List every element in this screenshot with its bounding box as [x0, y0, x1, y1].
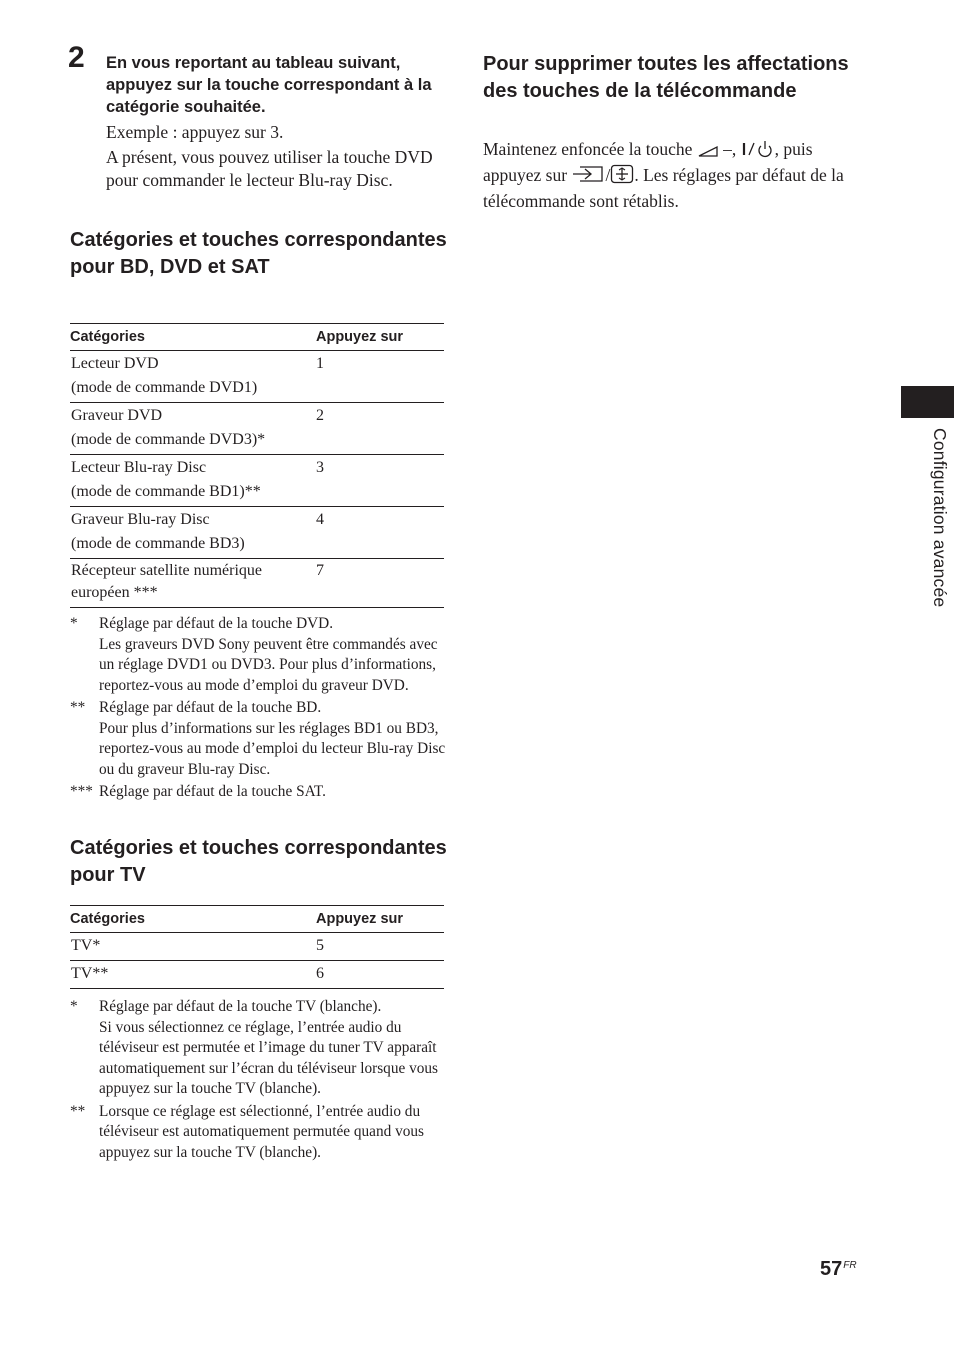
- key-number: 6: [316, 961, 444, 989]
- footnote-mark: *: [70, 615, 78, 632]
- footnote-text: Réglage par défaut de la touche BD.: [99, 699, 322, 716]
- column-header-press: Appuyez sur: [316, 324, 444, 351]
- footnote-mark: *: [70, 998, 78, 1015]
- footnote-detail: Si vous sélectionnez ce réglage, l’entrée audio du téléviseur est permutée et l’image du tuner TV apparaît automatiquement sur l’écran du téléviseur lorsque vous appuyez sur la touche TV (blanche).: [99, 1018, 438, 1097]
- reset-text: /: [605, 165, 611, 185]
- page-number-value: 57: [820, 1258, 843, 1280]
- footnote-mark: ***: [70, 783, 93, 800]
- key-number: 5: [316, 933, 444, 961]
- volume-icon: [697, 141, 719, 164]
- table-row: [70, 507, 444, 559]
- table-bd-dvd-sat: [70, 323, 444, 608]
- reset-text: Maintenez enfoncée la touche: [483, 139, 693, 159]
- category-mode: européen ***: [71, 584, 158, 601]
- teletext-icon: [610, 164, 634, 190]
- table-row: [70, 559, 444, 608]
- footnote: [70, 1102, 446, 1164]
- category-name: Récepteur satellite numérique: [71, 562, 263, 579]
- power-icon: [741, 140, 775, 164]
- table-row: [70, 351, 444, 403]
- footnote-text: Lorsque ce réglage est sélectionné, l’entrée audio du téléviseur est automatiquement permutée quand vous appuyez sur la touche TV (blanche).: [99, 1102, 424, 1161]
- category-mode: (mode de commande BD3): [71, 535, 245, 552]
- footnote: [70, 614, 446, 696]
- category-mode: (mode de commande BD1)**: [71, 483, 261, 500]
- input-icon: [571, 164, 605, 190]
- table-row: [70, 933, 444, 961]
- footnotes-tv: [70, 997, 446, 1165]
- category-name: Graveur Blu-ray Disc: [71, 511, 210, 528]
- key-number: 2: [316, 403, 444, 455]
- page-language-suffix: FR: [843, 1260, 857, 1271]
- footnote: [70, 782, 446, 803]
- key-number: 4: [316, 507, 444, 559]
- page-number: [820, 1258, 857, 1281]
- table-row: [70, 961, 444, 989]
- footnote-detail: Pour plus d’informations sur les réglages BD1 ou BD3, reportez-vous au mode d’emploi du lecteur Blu-ray Disc ou du graveur Blu-ray Disc.: [99, 719, 446, 778]
- footnote-text: Réglage par défaut de la touche SAT.: [99, 783, 326, 800]
- step-example: Exemple : appuyez sur 3.: [106, 122, 284, 142]
- category-mode: (mode de commande DVD3)*: [71, 431, 266, 448]
- step-instruction: En vous reportant au tableau suivant, appuyez sur la touche correspondant à la catégorie souhaitée.: [106, 54, 432, 116]
- step-number: 2: [68, 41, 85, 74]
- section-title-reset: Pour supprimer toutes les affectations des touches de la télécommande: [483, 53, 849, 102]
- category-name: TV**: [70, 961, 316, 989]
- section-title-tv: Catégories et touches correspondantes pour TV: [70, 837, 447, 886]
- reset-instructions: [483, 138, 853, 213]
- key-number: 1: [316, 351, 444, 403]
- footnotes-bd-dvd-sat: [70, 614, 446, 805]
- category-name: Graveur DVD: [71, 407, 163, 424]
- footnote: [70, 997, 446, 1100]
- table-row: [70, 403, 444, 455]
- reset-text: , puis appuyez sur: [483, 139, 813, 185]
- footnote-text: Réglage par défaut de la touche TV (blanche).: [99, 998, 382, 1015]
- chapter-tab-marker: [901, 386, 954, 418]
- section-title-bd-dvd-sat: Catégories et touches correspondantes pour BD, DVD et SAT: [70, 229, 447, 278]
- step-result: A présent, vous pouvez utiliser la touche DVD pour commander le lecteur Blu-ray Disc.: [106, 147, 433, 190]
- chapter-label: Configuration avancée: [930, 428, 950, 608]
- column-header-categories: Catégories: [70, 906, 316, 933]
- column-header-press: Appuyez sur: [316, 906, 444, 933]
- category-name: Lecteur DVD: [71, 355, 159, 372]
- footnote-mark: **: [70, 699, 86, 716]
- footnote-mark: **: [70, 1102, 86, 1120]
- key-number: 3: [316, 455, 444, 507]
- category-name: Lecteur Blu-ray Disc: [71, 459, 207, 476]
- footnote-text: Réglage par défaut de la touche DVD.: [99, 615, 334, 632]
- category-mode: (mode de commande DVD1): [71, 379, 258, 396]
- reset-text: . Les réglages par défaut de la télécommande sont rétablis.: [483, 165, 844, 211]
- footnote-detail: Les graveurs DVD Sony peuvent être commandés avec un réglage DVD1 ou DVD3. Pour plus d’informations, reportez-vous au mode d’emploi du graveur DVD.: [99, 635, 438, 694]
- category-name: TV*: [70, 933, 316, 961]
- table-row: [70, 455, 444, 507]
- table-tv: [70, 905, 444, 989]
- key-number: 7: [316, 559, 444, 608]
- reset-text: –,: [723, 139, 737, 159]
- column-header-categories: Catégories: [70, 324, 316, 351]
- footnote: [70, 698, 446, 780]
